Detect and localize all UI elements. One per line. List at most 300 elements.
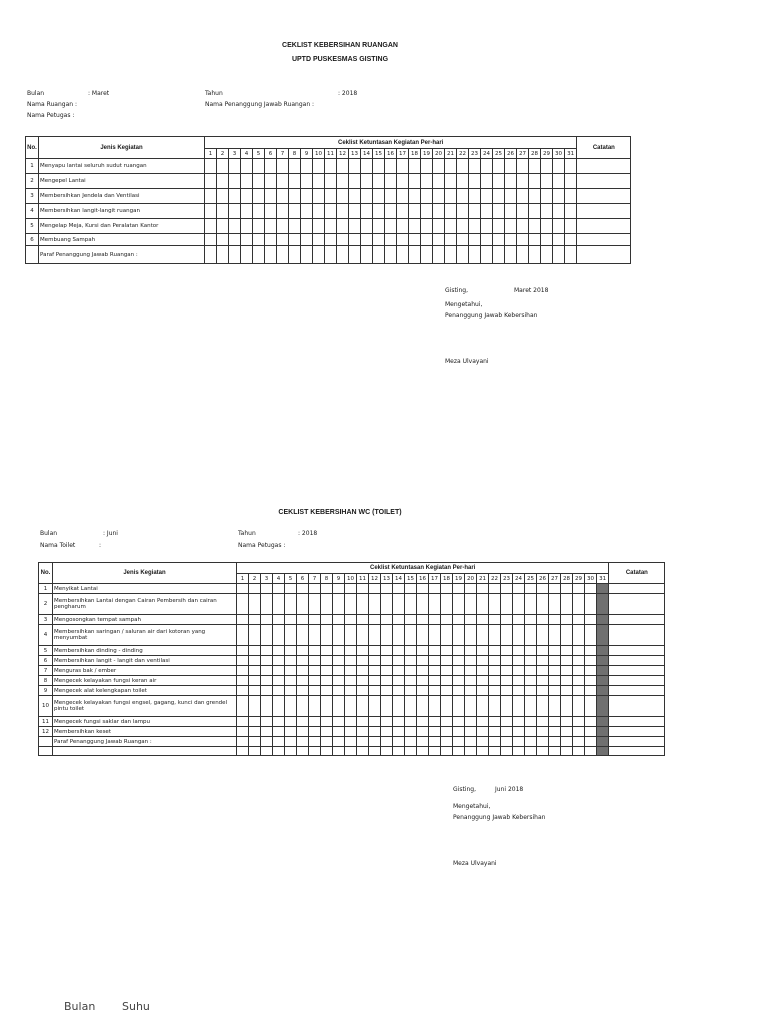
- check-cell[interactable]: [441, 696, 453, 717]
- check-cell[interactable]: [277, 246, 289, 264]
- check-cell[interactable]: [453, 646, 465, 656]
- check-cell[interactable]: [385, 159, 397, 174]
- check-cell[interactable]: [345, 625, 357, 646]
- check-cell[interactable]: [549, 615, 561, 625]
- check-cell[interactable]: [249, 747, 261, 756]
- check-cell[interactable]: [513, 747, 525, 756]
- check-cell[interactable]: [393, 615, 405, 625]
- check-cell[interactable]: [273, 625, 285, 646]
- check-cell[interactable]: [565, 204, 577, 219]
- check-cell[interactable]: [333, 676, 345, 686]
- check-cell[interactable]: [541, 159, 553, 174]
- check-cell[interactable]: [333, 666, 345, 676]
- check-cell[interactable]: [249, 676, 261, 686]
- check-cell[interactable]: [537, 737, 549, 747]
- check-cell[interactable]: [441, 686, 453, 696]
- check-cell[interactable]: [445, 159, 457, 174]
- check-cell[interactable]: [345, 737, 357, 747]
- check-cell[interactable]: [501, 676, 513, 686]
- check-cell[interactable]: [345, 727, 357, 737]
- check-cell[interactable]: [301, 174, 313, 189]
- check-cell[interactable]: [453, 594, 465, 615]
- check-cell[interactable]: [513, 594, 525, 615]
- check-cell[interactable]: [525, 727, 537, 737]
- check-cell[interactable]: [417, 594, 429, 615]
- check-cell[interactable]: [261, 747, 273, 756]
- check-cell[interactable]: [249, 656, 261, 666]
- check-cell[interactable]: [465, 676, 477, 686]
- check-cell[interactable]: [345, 594, 357, 615]
- check-cell[interactable]: [553, 204, 565, 219]
- check-cell[interactable]: [385, 219, 397, 234]
- check-cell[interactable]: [429, 656, 441, 666]
- check-cell[interactable]: [337, 246, 349, 264]
- check-cell[interactable]: [597, 584, 609, 594]
- check-cell[interactable]: [381, 727, 393, 737]
- check-cell[interactable]: [537, 696, 549, 717]
- check-cell[interactable]: [297, 646, 309, 656]
- catatan-cell[interactable]: [609, 584, 665, 594]
- check-cell[interactable]: [529, 174, 541, 189]
- check-cell[interactable]: [585, 727, 597, 737]
- check-cell[interactable]: [489, 594, 501, 615]
- check-cell[interactable]: [217, 246, 229, 264]
- check-cell[interactable]: [357, 594, 369, 615]
- check-cell[interactable]: [433, 219, 445, 234]
- check-cell[interactable]: [517, 189, 529, 204]
- check-cell[interactable]: [457, 219, 469, 234]
- check-cell[interactable]: [525, 686, 537, 696]
- check-cell[interactable]: [457, 234, 469, 246]
- check-cell[interactable]: [397, 204, 409, 219]
- check-cell[interactable]: [477, 594, 489, 615]
- check-cell[interactable]: [549, 737, 561, 747]
- check-cell[interactable]: [321, 737, 333, 747]
- check-cell[interactable]: [273, 717, 285, 727]
- check-cell[interactable]: [217, 174, 229, 189]
- check-cell[interactable]: [241, 234, 253, 246]
- check-cell[interactable]: [297, 747, 309, 756]
- check-cell[interactable]: [381, 676, 393, 686]
- check-cell[interactable]: [489, 646, 501, 656]
- check-cell[interactable]: [465, 737, 477, 747]
- check-cell[interactable]: [345, 686, 357, 696]
- check-cell[interactable]: [345, 696, 357, 717]
- check-cell[interactable]: [481, 234, 493, 246]
- check-cell[interactable]: [561, 737, 573, 747]
- check-cell[interactable]: [457, 204, 469, 219]
- catatan-cell[interactable]: [609, 594, 665, 615]
- catatan-cell[interactable]: [609, 686, 665, 696]
- check-cell[interactable]: [321, 686, 333, 696]
- check-cell[interactable]: [333, 727, 345, 737]
- check-cell[interactable]: [217, 189, 229, 204]
- check-cell[interactable]: [357, 717, 369, 727]
- check-cell[interactable]: [541, 174, 553, 189]
- check-cell[interactable]: [349, 219, 361, 234]
- check-cell[interactable]: [529, 189, 541, 204]
- check-cell[interactable]: [261, 666, 273, 676]
- check-cell[interactable]: [529, 159, 541, 174]
- check-cell[interactable]: [465, 594, 477, 615]
- check-cell[interactable]: [285, 666, 297, 676]
- check-cell[interactable]: [333, 625, 345, 646]
- catatan-cell[interactable]: [609, 666, 665, 676]
- check-cell[interactable]: [477, 696, 489, 717]
- check-cell[interactable]: [513, 686, 525, 696]
- check-cell[interactable]: [465, 615, 477, 625]
- check-cell[interactable]: [373, 246, 385, 264]
- check-cell[interactable]: [561, 747, 573, 756]
- check-cell[interactable]: [325, 189, 337, 204]
- check-cell[interactable]: [501, 625, 513, 646]
- check-cell[interactable]: [433, 159, 445, 174]
- check-cell[interactable]: [429, 686, 441, 696]
- check-cell[interactable]: [381, 696, 393, 717]
- check-cell[interactable]: [241, 246, 253, 264]
- check-cell[interactable]: [349, 159, 361, 174]
- check-cell[interactable]: [337, 219, 349, 234]
- check-cell[interactable]: [405, 727, 417, 737]
- check-cell[interactable]: [249, 727, 261, 737]
- check-cell[interactable]: [525, 737, 537, 747]
- check-cell[interactable]: [285, 656, 297, 666]
- check-cell[interactable]: [237, 737, 249, 747]
- check-cell[interactable]: [573, 594, 585, 615]
- check-cell[interactable]: [525, 666, 537, 676]
- check-cell[interactable]: [393, 727, 405, 737]
- check-cell[interactable]: [273, 676, 285, 686]
- check-cell[interactable]: [429, 615, 441, 625]
- check-cell[interactable]: [321, 646, 333, 656]
- check-cell[interactable]: [277, 189, 289, 204]
- check-cell[interactable]: [297, 666, 309, 676]
- check-cell[interactable]: [477, 717, 489, 727]
- check-cell[interactable]: [417, 666, 429, 676]
- check-cell[interactable]: [361, 174, 373, 189]
- check-cell[interactable]: [273, 584, 285, 594]
- catatan-cell[interactable]: [609, 615, 665, 625]
- check-cell[interactable]: [529, 204, 541, 219]
- check-cell[interactable]: [561, 717, 573, 727]
- catatan-cell[interactable]: [609, 717, 665, 727]
- check-cell[interactable]: [297, 625, 309, 646]
- check-cell[interactable]: [429, 666, 441, 676]
- check-cell[interactable]: [405, 594, 417, 615]
- check-cell[interactable]: [309, 686, 321, 696]
- check-cell[interactable]: [517, 234, 529, 246]
- check-cell[interactable]: [573, 656, 585, 666]
- check-cell[interactable]: [525, 584, 537, 594]
- check-cell[interactable]: [417, 747, 429, 756]
- check-cell[interactable]: [501, 666, 513, 676]
- check-cell[interactable]: [489, 686, 501, 696]
- check-cell[interactable]: [273, 666, 285, 676]
- check-cell[interactable]: [405, 646, 417, 656]
- check-cell[interactable]: [285, 646, 297, 656]
- check-cell[interactable]: [289, 189, 301, 204]
- check-cell[interactable]: [489, 737, 501, 747]
- check-cell[interactable]: [373, 159, 385, 174]
- check-cell[interactable]: [261, 717, 273, 727]
- check-cell[interactable]: [465, 666, 477, 676]
- catatan-cell[interactable]: [609, 646, 665, 656]
- check-cell[interactable]: [561, 676, 573, 686]
- check-cell[interactable]: [325, 159, 337, 174]
- check-cell[interactable]: [417, 615, 429, 625]
- check-cell[interactable]: [297, 615, 309, 625]
- check-cell[interactable]: [313, 159, 325, 174]
- check-cell[interactable]: [441, 666, 453, 676]
- check-cell[interactable]: [265, 159, 277, 174]
- check-cell[interactable]: [229, 234, 241, 246]
- check-cell[interactable]: [549, 656, 561, 666]
- check-cell[interactable]: [517, 246, 529, 264]
- check-cell[interactable]: [241, 204, 253, 219]
- check-cell[interactable]: [261, 696, 273, 717]
- check-cell[interactable]: [369, 625, 381, 646]
- check-cell[interactable]: [381, 646, 393, 656]
- check-cell[interactable]: [333, 686, 345, 696]
- check-cell[interactable]: [321, 584, 333, 594]
- check-cell[interactable]: [333, 747, 345, 756]
- check-cell[interactable]: [549, 747, 561, 756]
- catatan-cell[interactable]: [577, 234, 631, 246]
- check-cell[interactable]: [253, 174, 265, 189]
- check-cell[interactable]: [397, 234, 409, 246]
- catatan-cell[interactable]: [577, 204, 631, 219]
- check-cell[interactable]: [525, 625, 537, 646]
- check-cell[interactable]: [309, 717, 321, 727]
- check-cell[interactable]: [541, 204, 553, 219]
- catatan-cell[interactable]: [609, 696, 665, 717]
- check-cell[interactable]: [561, 727, 573, 737]
- check-cell[interactable]: [409, 219, 421, 234]
- check-cell[interactable]: [337, 189, 349, 204]
- check-cell[interactable]: [513, 717, 525, 727]
- check-cell[interactable]: [285, 584, 297, 594]
- check-cell[interactable]: [537, 646, 549, 656]
- check-cell[interactable]: [585, 646, 597, 656]
- check-cell[interactable]: [361, 234, 373, 246]
- check-cell[interactable]: [229, 189, 241, 204]
- check-cell[interactable]: [321, 676, 333, 686]
- check-cell[interactable]: [381, 666, 393, 676]
- check-cell[interactable]: [349, 246, 361, 264]
- check-cell[interactable]: [429, 747, 441, 756]
- check-cell[interactable]: [489, 584, 501, 594]
- check-cell[interactable]: [357, 727, 369, 737]
- check-cell[interactable]: [253, 246, 265, 264]
- check-cell[interactable]: [357, 747, 369, 756]
- catatan-cell[interactable]: [609, 625, 665, 646]
- check-cell[interactable]: [561, 656, 573, 666]
- check-cell[interactable]: [393, 676, 405, 686]
- check-cell[interactable]: [253, 234, 265, 246]
- check-cell[interactable]: [501, 594, 513, 615]
- check-cell[interactable]: [573, 747, 585, 756]
- check-cell[interactable]: [241, 159, 253, 174]
- check-cell[interactable]: [549, 625, 561, 646]
- check-cell[interactable]: [249, 594, 261, 615]
- check-cell[interactable]: [381, 594, 393, 615]
- check-cell[interactable]: [333, 737, 345, 747]
- check-cell[interactable]: [549, 696, 561, 717]
- check-cell[interactable]: [465, 656, 477, 666]
- check-cell[interactable]: [541, 219, 553, 234]
- check-cell[interactable]: [465, 747, 477, 756]
- check-cell[interactable]: [573, 717, 585, 727]
- check-cell[interactable]: [345, 666, 357, 676]
- check-cell[interactable]: [561, 666, 573, 676]
- check-cell[interactable]: [345, 656, 357, 666]
- check-cell[interactable]: [261, 625, 273, 646]
- check-cell[interactable]: [357, 696, 369, 717]
- check-cell[interactable]: [445, 174, 457, 189]
- check-cell[interactable]: [285, 737, 297, 747]
- check-cell[interactable]: [333, 696, 345, 717]
- check-cell[interactable]: [597, 646, 609, 656]
- check-cell[interactable]: [265, 189, 277, 204]
- check-cell[interactable]: [309, 656, 321, 666]
- check-cell[interactable]: [501, 717, 513, 727]
- check-cell[interactable]: [285, 676, 297, 686]
- check-cell[interactable]: [525, 717, 537, 727]
- check-cell[interactable]: [429, 676, 441, 686]
- check-cell[interactable]: [573, 666, 585, 676]
- check-cell[interactable]: [477, 686, 489, 696]
- check-cell[interactable]: [457, 159, 469, 174]
- check-cell[interactable]: [265, 246, 277, 264]
- check-cell[interactable]: [553, 234, 565, 246]
- check-cell[interactable]: [357, 584, 369, 594]
- check-cell[interactable]: [441, 737, 453, 747]
- check-cell[interactable]: [393, 646, 405, 656]
- check-cell[interactable]: [229, 174, 241, 189]
- check-cell[interactable]: [505, 189, 517, 204]
- check-cell[interactable]: [205, 189, 217, 204]
- check-cell[interactable]: [313, 204, 325, 219]
- check-cell[interactable]: [481, 246, 493, 264]
- check-cell[interactable]: [477, 727, 489, 737]
- catatan-cell[interactable]: [609, 676, 665, 686]
- check-cell[interactable]: [361, 159, 373, 174]
- check-cell[interactable]: [501, 737, 513, 747]
- check-cell[interactable]: [517, 159, 529, 174]
- check-cell[interactable]: [261, 594, 273, 615]
- check-cell[interactable]: [513, 737, 525, 747]
- check-cell[interactable]: [253, 219, 265, 234]
- check-cell[interactable]: [309, 646, 321, 656]
- check-cell[interactable]: [285, 594, 297, 615]
- check-cell[interactable]: [409, 174, 421, 189]
- check-cell[interactable]: [321, 666, 333, 676]
- check-cell[interactable]: [261, 686, 273, 696]
- check-cell[interactable]: [421, 174, 433, 189]
- check-cell[interactable]: [417, 584, 429, 594]
- check-cell[interactable]: [309, 737, 321, 747]
- check-cell[interactable]: [249, 646, 261, 656]
- check-cell[interactable]: [489, 747, 501, 756]
- check-cell[interactable]: [477, 625, 489, 646]
- check-cell[interactable]: [237, 625, 249, 646]
- check-cell[interactable]: [469, 219, 481, 234]
- check-cell[interactable]: [237, 747, 249, 756]
- check-cell[interactable]: [549, 584, 561, 594]
- check-cell[interactable]: [369, 727, 381, 737]
- check-cell[interactable]: [445, 189, 457, 204]
- check-cell[interactable]: [585, 615, 597, 625]
- check-cell[interactable]: [249, 625, 261, 646]
- check-cell[interactable]: [381, 737, 393, 747]
- check-cell[interactable]: [453, 696, 465, 717]
- check-cell[interactable]: [541, 234, 553, 246]
- check-cell[interactable]: [369, 686, 381, 696]
- check-cell[interactable]: [573, 646, 585, 656]
- check-cell[interactable]: [477, 737, 489, 747]
- check-cell[interactable]: [525, 594, 537, 615]
- check-cell[interactable]: [489, 717, 501, 727]
- check-cell[interactable]: [261, 676, 273, 686]
- check-cell[interactable]: [289, 246, 301, 264]
- check-cell[interactable]: [597, 615, 609, 625]
- check-cell[interactable]: [469, 246, 481, 264]
- check-cell[interactable]: [597, 747, 609, 756]
- check-cell[interactable]: [249, 696, 261, 717]
- check-cell[interactable]: [405, 625, 417, 646]
- check-cell[interactable]: [249, 737, 261, 747]
- check-cell[interactable]: [357, 615, 369, 625]
- check-cell[interactable]: [205, 159, 217, 174]
- check-cell[interactable]: [297, 717, 309, 727]
- check-cell[interactable]: [417, 727, 429, 737]
- check-cell[interactable]: [433, 246, 445, 264]
- check-cell[interactable]: [397, 189, 409, 204]
- check-cell[interactable]: [409, 189, 421, 204]
- check-cell[interactable]: [541, 189, 553, 204]
- check-cell[interactable]: [553, 189, 565, 204]
- check-cell[interactable]: [513, 584, 525, 594]
- check-cell[interactable]: [429, 696, 441, 717]
- check-cell[interactable]: [417, 646, 429, 656]
- catatan-cell[interactable]: [577, 246, 631, 264]
- check-cell[interactable]: [357, 666, 369, 676]
- check-cell[interactable]: [405, 747, 417, 756]
- check-cell[interactable]: [261, 615, 273, 625]
- check-cell[interactable]: [297, 686, 309, 696]
- check-cell[interactable]: [441, 584, 453, 594]
- check-cell[interactable]: [469, 189, 481, 204]
- catatan-cell[interactable]: [577, 174, 631, 189]
- check-cell[interactable]: [273, 615, 285, 625]
- check-cell[interactable]: [337, 159, 349, 174]
- check-cell[interactable]: [345, 584, 357, 594]
- check-cell[interactable]: [549, 594, 561, 615]
- check-cell[interactable]: [369, 696, 381, 717]
- check-cell[interactable]: [285, 727, 297, 737]
- check-cell[interactable]: [489, 666, 501, 676]
- check-cell[interactable]: [405, 737, 417, 747]
- check-cell[interactable]: [441, 646, 453, 656]
- check-cell[interactable]: [333, 584, 345, 594]
- check-cell[interactable]: [333, 656, 345, 666]
- check-cell[interactable]: [277, 234, 289, 246]
- check-cell[interactable]: [429, 727, 441, 737]
- catatan-cell[interactable]: [609, 727, 665, 737]
- check-cell[interactable]: [505, 174, 517, 189]
- check-cell[interactable]: [513, 656, 525, 666]
- check-cell[interactable]: [441, 656, 453, 666]
